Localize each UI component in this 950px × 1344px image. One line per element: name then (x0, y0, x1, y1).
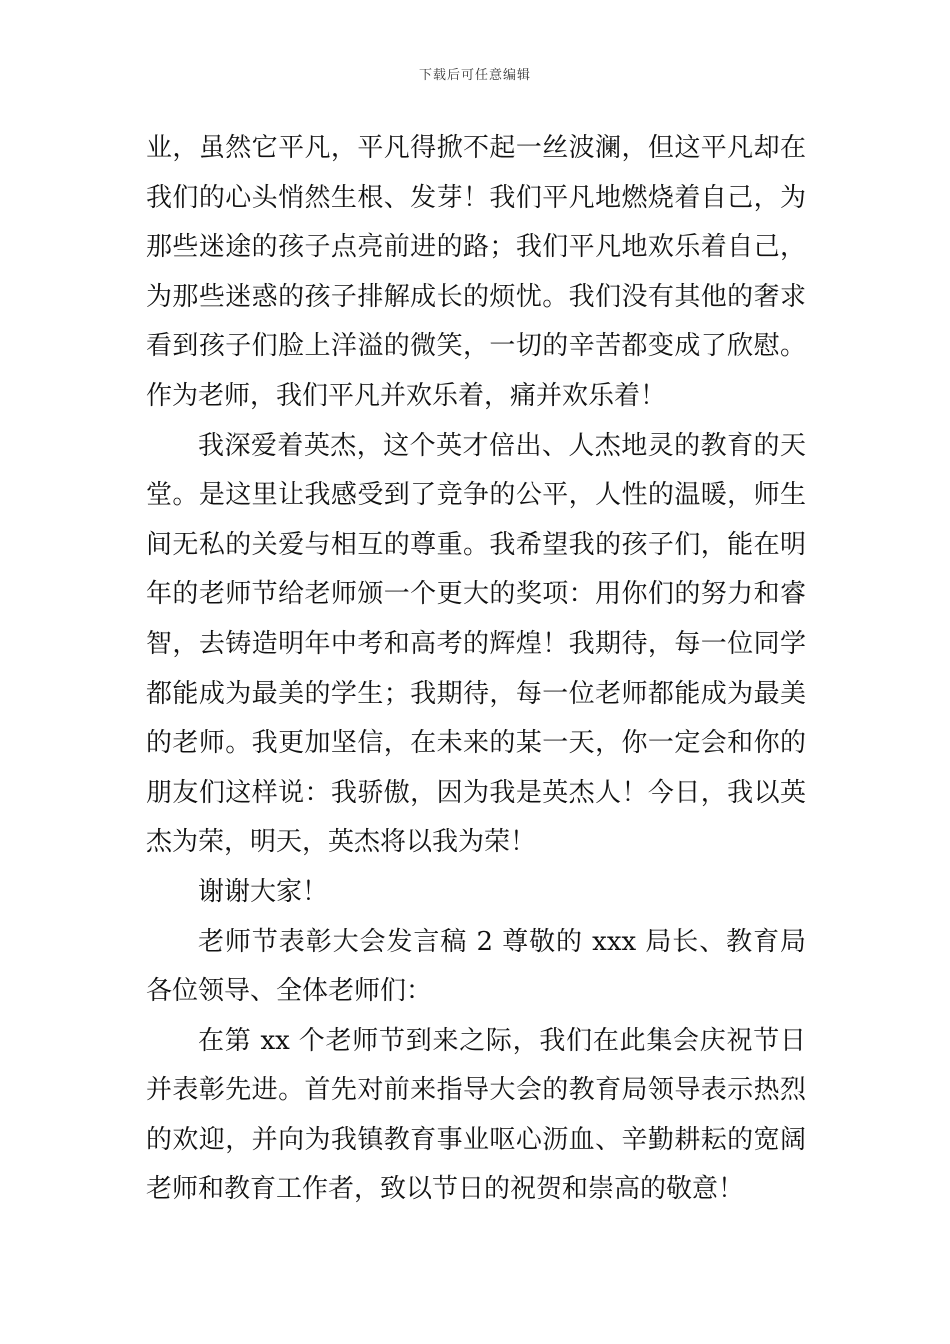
paragraph-5: 在第 xx 个老师节到来之际，我们在此集会庆祝节日并表彰先进。首先对前来指导大会的教育局领导表示热烈的欢迎，并向为我镇教育事业呕心沥血、辛勤耕耘的宽阔老师和教育工作者，致以节日的祝贺和崇高的敬意！ (146, 1025, 806, 1205)
document-body (146, 124, 806, 1215)
paragraph-4: 老师节表彰大会发言稿 2 尊敬的 xxx 局长、教育局各位领导、全体老师们： (146, 926, 806, 1007)
paragraph-2: 我深爱着英杰，这个英才倍出、人杰地灵的教育的天堂。是这里让我感受到了竞争的公平，人性的温暖，师生间无私的关爱与相互的尊重。我希望我的孩子们，能在明年的老师节给老师颁一个更大的奖项：用你们的努力和睿智，去铸造明年中考和高考的辉煌！我期待，每一位同学都能成为最美的学生；我期待，每一位老师都能成为最美的老师。我更加坚信，在未来的某一天，你一定会和你的朋友们这样说：我骄傲，因为我是英杰人！今日，我以英杰为荣，明天，英杰将以我为荣！ (146, 430, 806, 858)
page-header: 下载后可任意编辑 (418, 68, 531, 83)
paragraph-1: 业，虽然它平凡，平凡得掀不起一丝波澜，但这平凡却在我们的心头悄然生根、发芽！我们平凡地燃烧着自己，为那些迷途的孩子点亮前进的路；我们平凡地欢乐着自己，为那些迷惑的孩子排解成长的烦忧。我们没有其他的奢求看到孩子们脸上洋溢的微笑，一切的辛苦都变成了欣慰。作为老师，我们平凡并欢乐着，痛并欢乐着！ (146, 133, 806, 411)
paragraph-3: 谢谢大家！ (198, 876, 329, 907)
